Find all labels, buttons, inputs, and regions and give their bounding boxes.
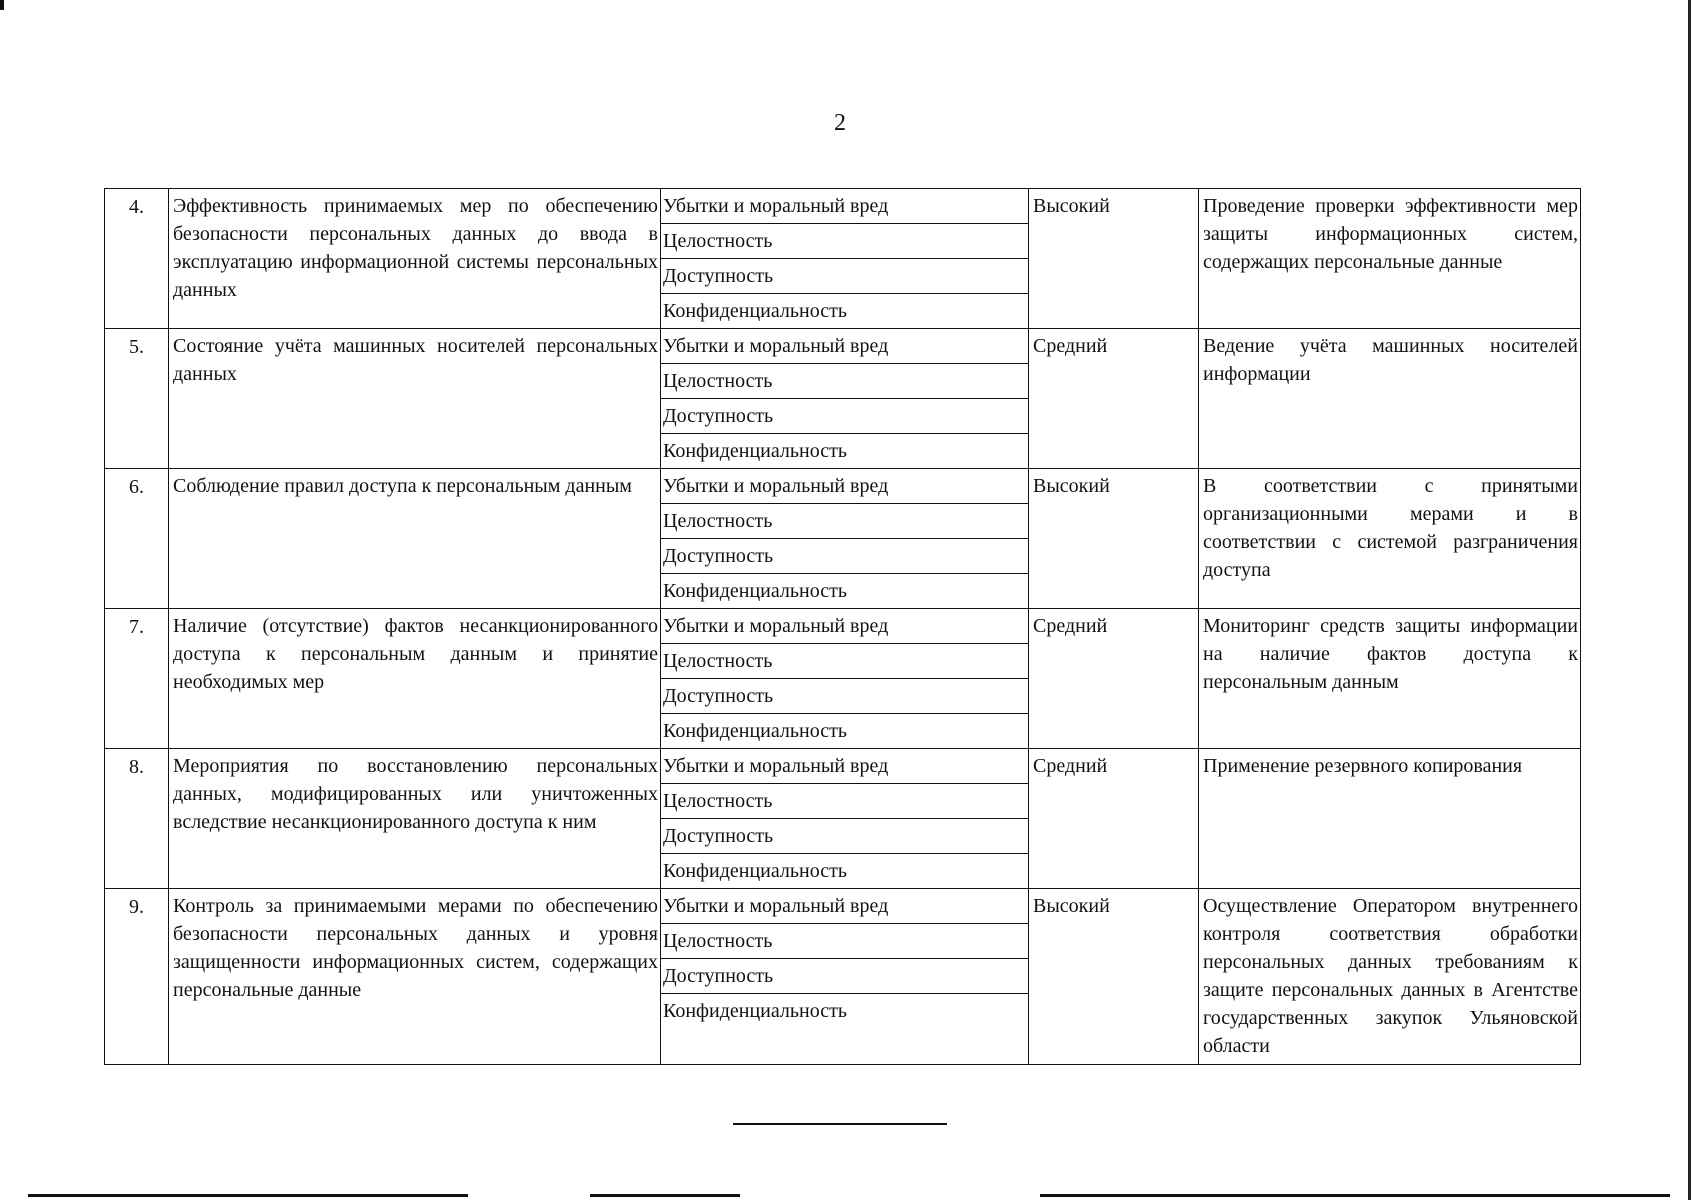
threat-item: Целостность <box>661 364 1028 399</box>
scan-edge <box>1688 0 1691 1200</box>
scan-edge <box>590 1194 740 1197</box>
row-number: 8. <box>105 749 169 889</box>
threat-item: Конфиденциальность <box>663 440 847 462</box>
threat-item: Убытки и моральный вред <box>661 889 1028 924</box>
threat-item: Убытки и моральный вред <box>661 329 1028 364</box>
threat-item: Доступность <box>661 819 1028 854</box>
threats-cell <box>661 189 1029 329</box>
threats-cell <box>661 469 1029 609</box>
parameter-cell: Эффективность принимаемых мер по обеспечению безопасности персональных данных до ввода в эксплуатацию информационной системы персональных данных <box>169 189 661 329</box>
table-row <box>105 749 1581 889</box>
threat-item: Доступность <box>661 679 1028 714</box>
parameter-cell: Состояние учёта машинных носителей персональных данных <box>169 329 661 469</box>
threat-item: Целостность <box>661 784 1028 819</box>
scan-artifact <box>0 0 4 10</box>
measure-cell: Мониторинг средств защиты информации на наличие фактов доступа к персональным данным <box>1199 609 1581 749</box>
level-cell: Высокий <box>1029 889 1199 1065</box>
level-cell: Средний <box>1029 749 1199 889</box>
threat-item: Убытки и моральный вред <box>661 609 1028 644</box>
threat-item: Убытки и моральный вред <box>661 189 1028 224</box>
risk-table <box>104 188 1581 1065</box>
row-number: 7. <box>105 609 169 749</box>
threat-item: Убытки и моральный вред <box>661 749 1028 784</box>
level-cell: Высокий <box>1029 469 1199 609</box>
threat-item: Целостность <box>661 504 1028 539</box>
scan-edge <box>28 1194 468 1197</box>
threat-item: Убытки и моральный вред <box>661 469 1028 504</box>
row-number: 5. <box>105 329 169 469</box>
measure-cell: В соответствии с принятыми организационными мерами и в соответствии с системой разграничения доступа <box>1199 469 1581 609</box>
page-number: 2 <box>834 110 846 136</box>
table-row <box>105 469 1581 609</box>
level-cell: Средний <box>1029 609 1199 749</box>
table-row <box>105 329 1581 469</box>
closing-rule <box>733 1123 947 1125</box>
row-number: 6. <box>105 469 169 609</box>
threat-item: Конфиденциальность <box>663 580 847 602</box>
threat-item: Конфиденциальность <box>663 1000 847 1022</box>
threats-cell <box>661 889 1029 1065</box>
threat-item: Конфиденциальность <box>663 860 847 882</box>
table-row <box>105 189 1581 329</box>
threats-cell <box>661 749 1029 889</box>
risk-table-body <box>105 189 1581 1065</box>
parameter-cell: Контроль за принимаемыми мерами по обеспечению безопасности персональных данных и уровня защищенности информационных систем, содержащих персональные данные <box>169 889 661 1065</box>
row-number: 9. <box>105 889 169 1065</box>
measure-cell: Ведение учёта машинных носителей информации <box>1199 329 1581 469</box>
table-row <box>105 889 1581 1065</box>
threat-item: Доступность <box>661 539 1028 574</box>
threat-item: Доступность <box>661 259 1028 294</box>
scan-edge <box>1040 1194 1670 1197</box>
measure-cell: Применение резервного копирования <box>1199 749 1581 889</box>
threat-item: Целостность <box>661 224 1028 259</box>
threat-item: Целостность <box>661 644 1028 679</box>
threat-item: Конфиденциальность <box>663 300 847 322</box>
threats-cell <box>661 609 1029 749</box>
level-cell: Средний <box>1029 329 1199 469</box>
threat-item: Доступность <box>661 959 1028 994</box>
parameter-cell: Соблюдение правил доступа к персональным данным <box>169 469 661 609</box>
measure-cell: Осуществление Оператором внутреннего контроля соответствия обработки персональных данных требованиям к защите персональных данных в Агентстве государственных закупок Ульяновской области <box>1199 889 1581 1065</box>
threat-item: Доступность <box>661 399 1028 434</box>
threats-cell <box>661 329 1029 469</box>
threat-item: Целостность <box>661 924 1028 959</box>
threat-item: Конфиденциальность <box>663 720 847 742</box>
table-row <box>105 609 1581 749</box>
parameter-cell: Наличие (отсутствие) фактов несанкционированного доступа к персональным данным и принятие необходимых мер <box>169 609 661 749</box>
measure-cell: Проведение проверки эффективности мер защиты информационных систем, содержащих персональные данные <box>1199 189 1581 329</box>
parameter-cell: Мероприятия по восстановлению персональных данных, модифицированных или уничтоженных вследствие несанкционированного доступа к ним <box>169 749 661 889</box>
row-number: 4. <box>105 189 169 329</box>
level-cell: Высокий <box>1029 189 1199 329</box>
